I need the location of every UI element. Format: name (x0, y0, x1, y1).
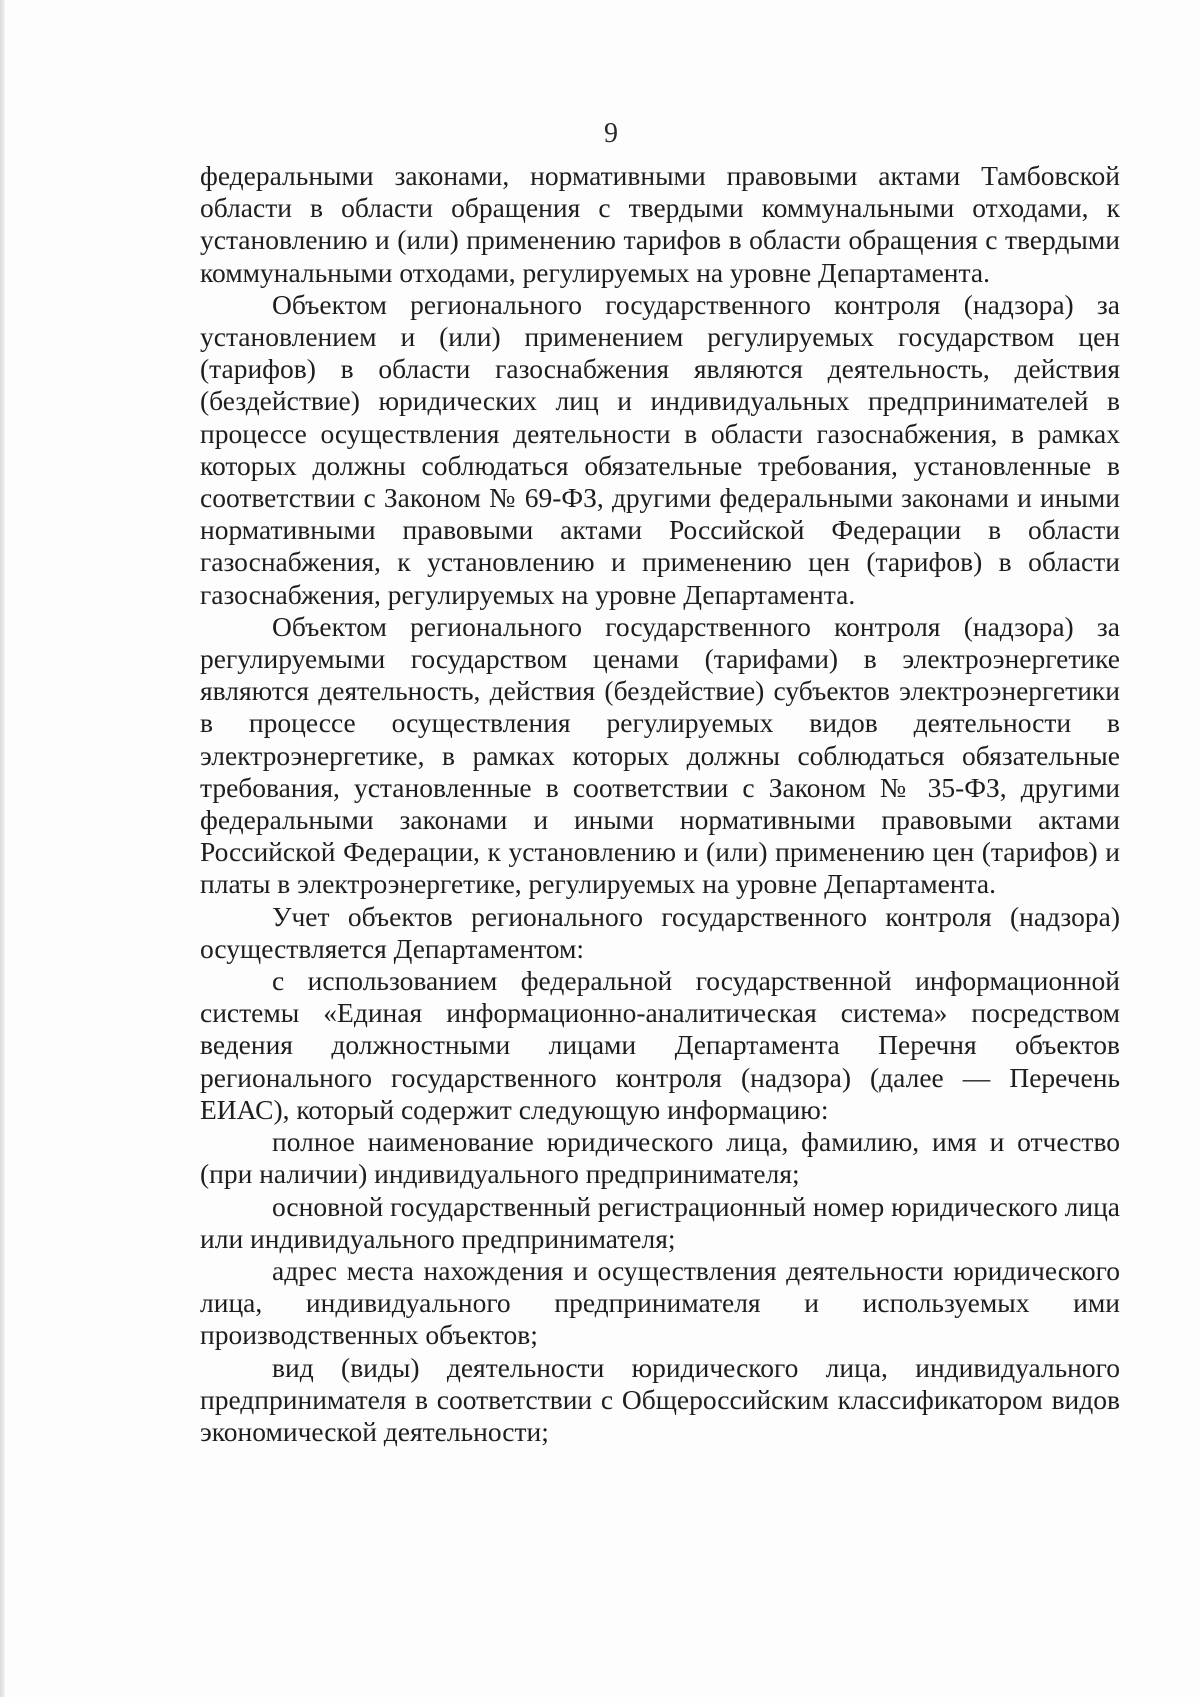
page-number: 9 (604, 118, 618, 149)
paragraph-8: адрес места нахождения и осуществления деятельности юридического лица, индивидуального предпринимателя и используемых ими производственных объектов; (200, 1254, 1120, 1351)
paragraph-1: федеральными законами, нормативными правовыми актами Тамбовской области в области обращения с твердыми коммунальными отходами, к установлению и (или) применению тарифов в области обращения с твердыми коммунальными отходами, регулируемых на уровне Департамента. (200, 160, 1120, 288)
paragraph-9: вид (виды) деятельности юридического лица, индивидуального предпринимателя в соответствии с Общероссийским классификатором видов экономической деятельности; (200, 1351, 1120, 1447)
paragraph-2: Объектом регионального государственного контроля (надзора) за установлением и (или) применением регулируемых государством цен (тарифов) в области газоснабжения являются деятельность, действия (бездействие) юридических лиц и индивидуальных предпринимателей в процессе осуществления деятельности в области газоснабжения, в рамках которых должны соблюдаться обязательные требования, установленные в соответствии с Законом № 69-ФЗ, другими федеральными законами и иными нормативными правовыми актами Российской Федерации в области газоснабжения, к установлению и применению цен (тарифов) в области газоснабжения, регулируемых на уровне Департамента. (200, 288, 1120, 610)
scan-edge-shadow (0, 0, 5, 1697)
paragraph-3: Объектом регионального государственного контроля (надзора) за регулируемыми государством ценами (тарифами) в электроэнергетике являются деятельность, действия (бездействие) субъектов электроэнергетики в процессе осуществления регулируемых видов деятельности в электроэнергетике, в рамках которых должны соблюдаться обязательные требования, установленные в соответствии с Законом № 35-ФЗ, другими федеральными законами и иными нормативными правовыми актами Российской Федерации, к установлению и (или) применению цен (тарифов) и платы в электроэнергетике, регулируемых на уровне Департамента. (200, 610, 1120, 900)
paragraph-4: Учет объектов регионального государственного контроля (надзора) осуществляется Департаментом: (200, 900, 1120, 964)
paragraph-6: полное наименование юридического лица, фамилию, имя и отчество (при наличии) индивидуального предпринимателя; (200, 1126, 1120, 1190)
body-text (200, 160, 1120, 1448)
paragraph-7: основной государственный регистрационный номер юридического лица или индивидуального предпринимателя; (200, 1190, 1121, 1254)
paragraph-5: с использованием федеральной государственной информационной системы «Единая информационно-аналитическая система» посредством ведения должностными лицами Департамента Перечня объектов регионального государственного контроля (надзора) (далее — Перечень ЕИАС), который содержит следующую информацию: (200, 965, 1120, 1125)
